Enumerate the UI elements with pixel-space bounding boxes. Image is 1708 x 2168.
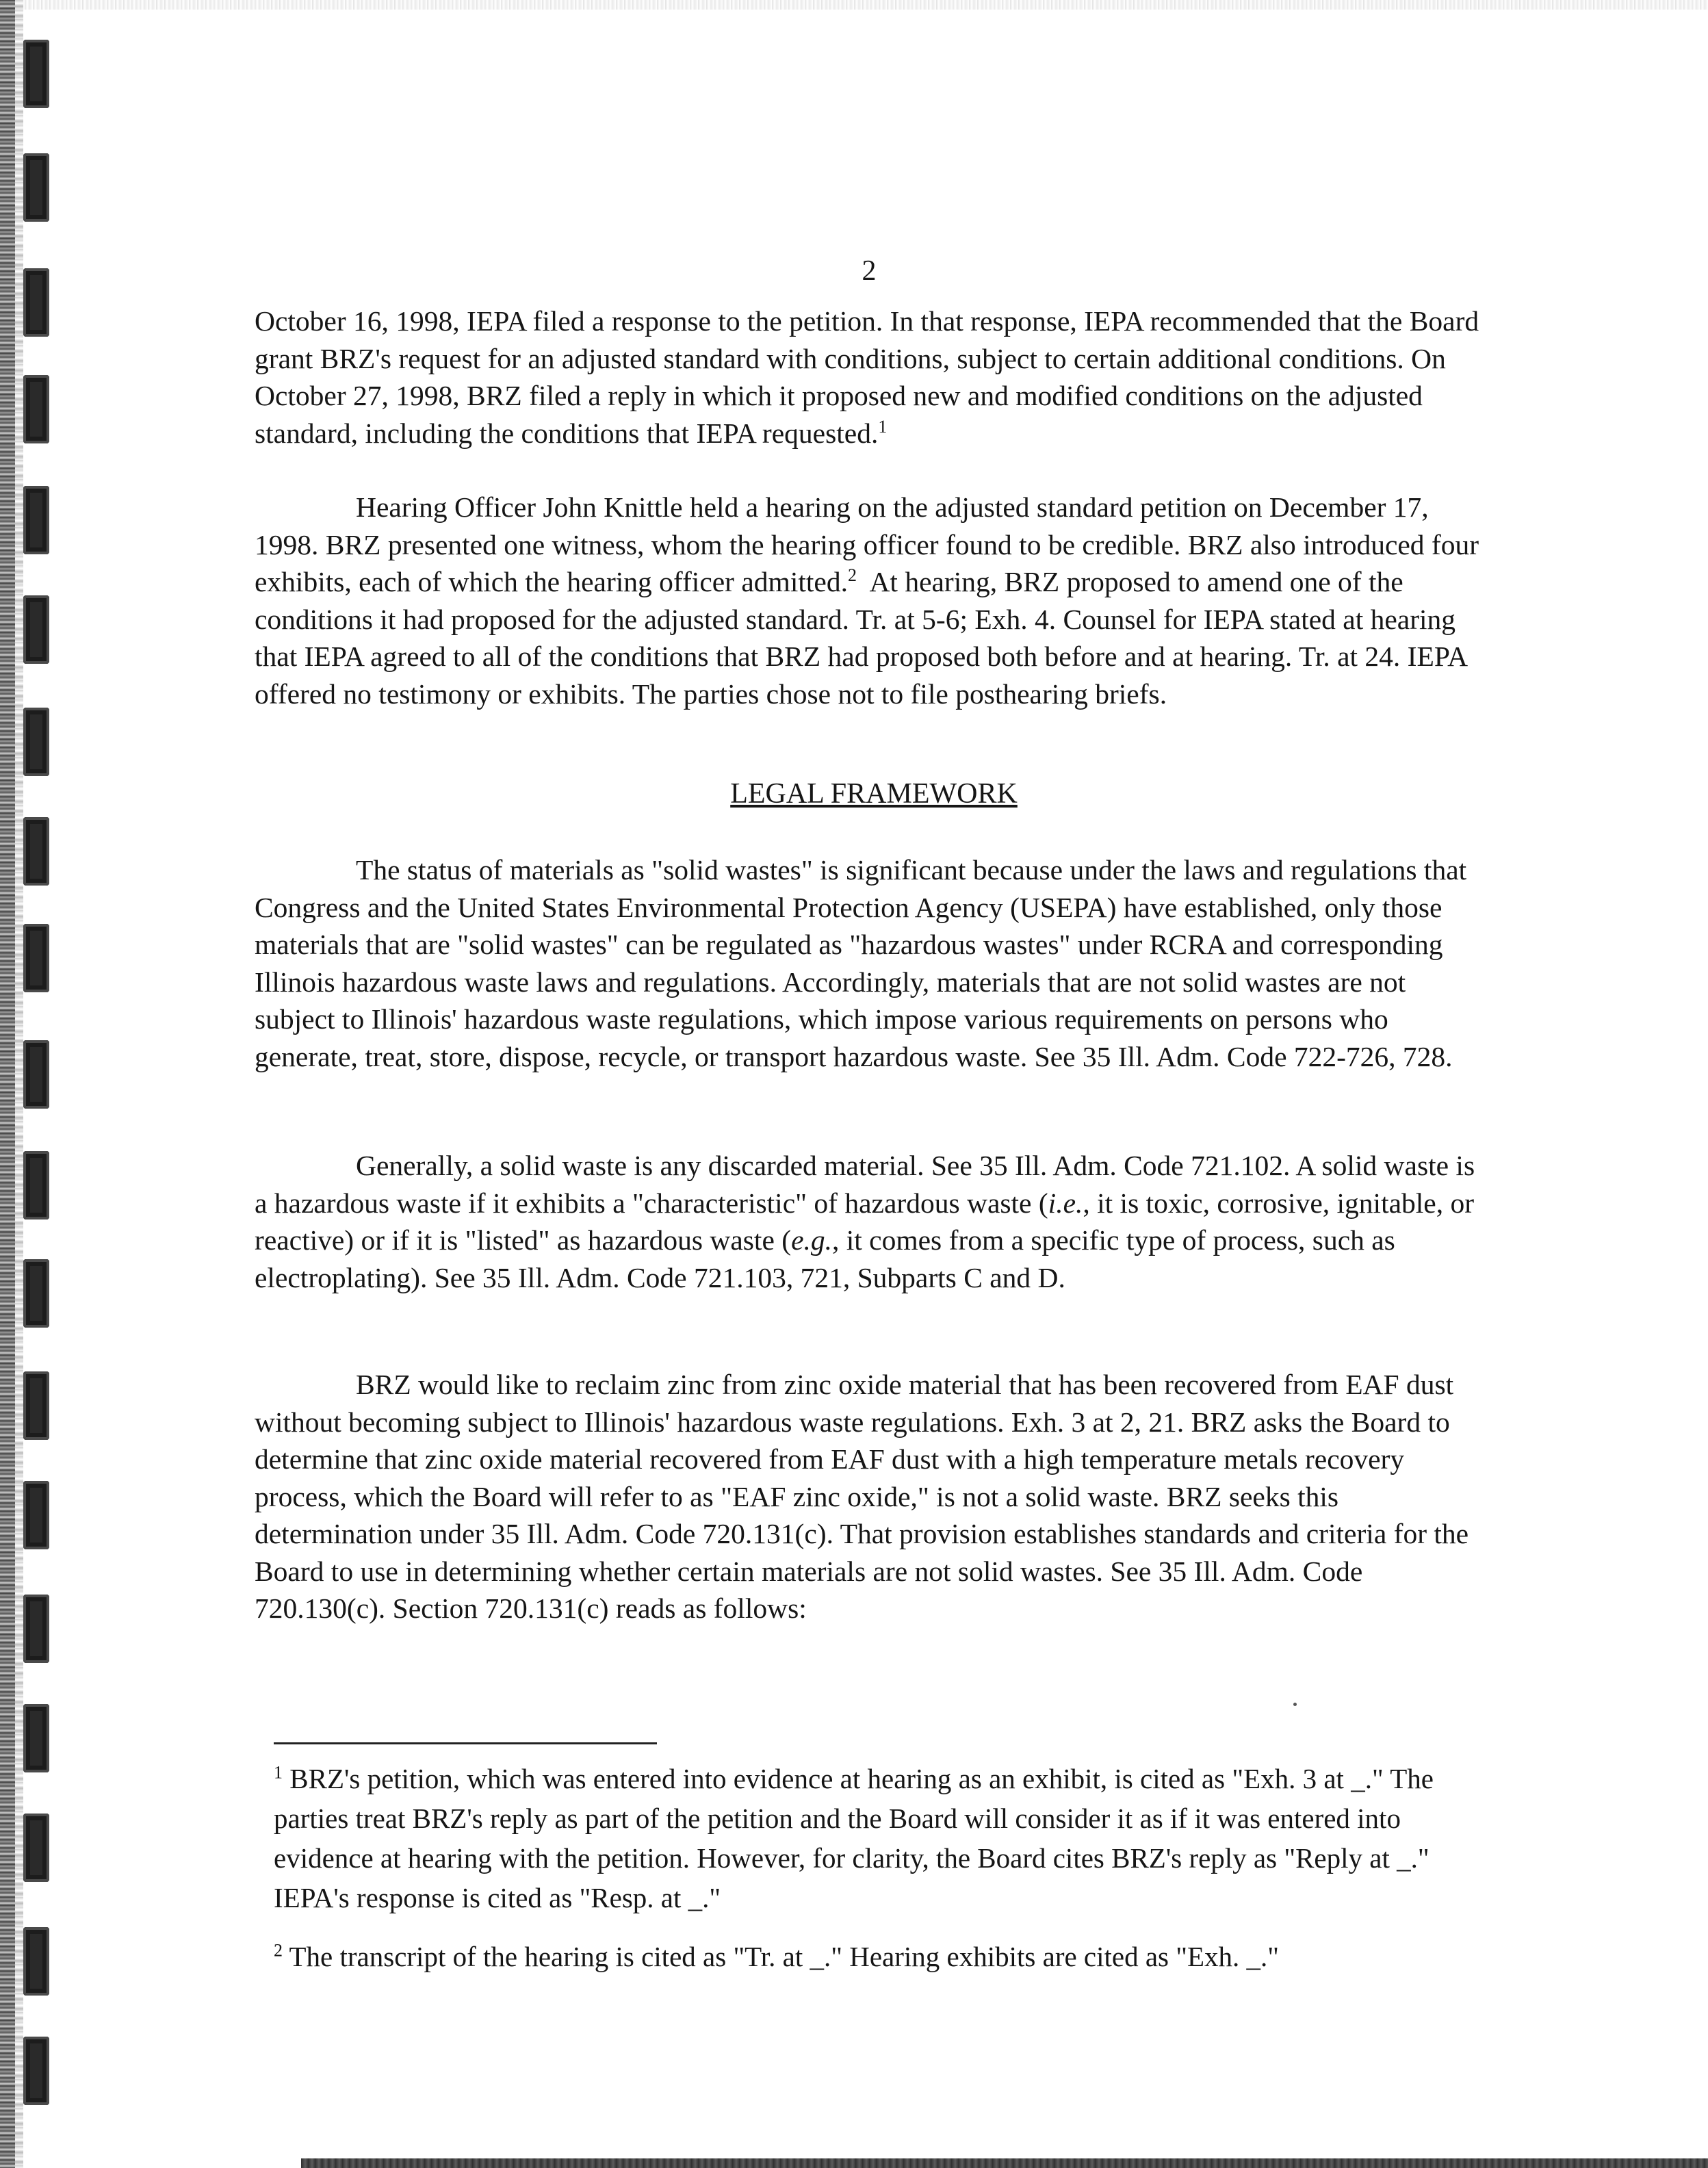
paragraph-text: , it comes from a specific type of process, such as electroplating). See 35 Ill. Adm. Code 721.103, 721, Subparts C and D. bbox=[255, 1224, 1395, 1293]
abbreviation-ie: i.e. bbox=[1048, 1187, 1083, 1219]
paragraph-procedural-history bbox=[255, 302, 1493, 452]
paragraph-text: Generally, a solid waste is any discarded material. See 35 Ill. Adm. Code 721.102. A solid waste is a hazardous waste if it exhibits a "characteristic" of hazardous waste ( bbox=[255, 1150, 1475, 1219]
abbreviation-eg: e.g. bbox=[791, 1224, 832, 1256]
binder-hole-mark bbox=[23, 1927, 49, 1996]
section-heading: LEGAL FRAMEWORK bbox=[730, 778, 1018, 810]
footnote-text: BRZ's petition, which was entered into evidence at hearing as an exhibit, is cited as "Exh. 3 at _." The parties treat BRZ's reply as part of the petition and the Board will consider it as if it was entered into evidence at hearing with the petition. However, for clarity, the Board cites BRZ's reply as "Reply at _." IEPA's response is cited as "Resp. at _." bbox=[274, 1763, 1434, 1913]
footnote-reference-2: 2 bbox=[847, 565, 857, 586]
binder-hole-mark bbox=[23, 1040, 49, 1109]
scan-left-edge bbox=[0, 0, 15, 2168]
binder-hole-mark bbox=[23, 1481, 49, 1549]
binder-hole-mark bbox=[23, 2037, 49, 2105]
binder-hole-mark bbox=[23, 1371, 49, 1440]
footnote-1 bbox=[274, 1759, 1505, 1918]
footnote-2 bbox=[274, 1937, 1505, 1976]
paragraph-text: , it is toxic, corrosive, ignitable, or reactive) or if it is "listed" as hazardous waste ( bbox=[255, 1187, 1475, 1256]
scan-bottom-edge bbox=[301, 2158, 1708, 2168]
footnote-reference-1: 1 bbox=[878, 416, 888, 437]
binder-hole-mark bbox=[23, 268, 49, 337]
scan-left-edge-shadow bbox=[15, 0, 23, 2168]
binder-hole-mark bbox=[23, 153, 49, 222]
footnote-mark: 1 bbox=[274, 1762, 283, 1783]
paragraph-text: At hearing, BRZ proposed to amend one of the conditions it had proposed for the adjusted standard. Tr. at 5-6; Exh. 4. Counsel for IEPA stated at hearing that IEPA agreed to all of the conditions that BRZ had proposed both before and at hearing. Tr. at 24. IEPA offered no testimony or exhibits. The parties chose not to file posthearing briefs. bbox=[255, 566, 1466, 710]
binder-hole-mark bbox=[23, 708, 49, 776]
binder-hole-mark bbox=[23, 817, 49, 886]
binder-hole-mark bbox=[23, 1151, 49, 1220]
paragraph-text: October 16, 1998, IEPA filed a response to the petition. In that response, IEPA recommended that the Board grant BRZ's request for an adjusted standard with conditions, subject to certain additional conditions. On October 27, 1998, BRZ filed a reply in which it proposed new and modified conditions on the adjusted standard, including the conditions that IEPA requested. bbox=[255, 305, 1479, 449]
footnote-mark: 2 bbox=[274, 1940, 283, 1961]
binder-hole-mark bbox=[23, 1814, 49, 1882]
paragraph-brz-request: BRZ would like to reclaim zinc from zinc oxide material that has been recovered from EAF dust without becoming subject to Illinois' hazardous waste regulations. Exh. 3 at 2, 21. BRZ asks the Board to determine that zinc oxide material recovered from EAF dust with a high temperature metals recovery process, which the Board will refer to as "EAF zinc oxide," is not a solid waste. BRZ seeks this determination under 35 Ill. Adm. Code 720.131(c). That provision establishes standards and criteria for the Board to use in determining whether certain materials are not solid wastes. See 35 Ill. Adm. Code 720.130(c). Section 720.131(c) reads as follows: bbox=[255, 1369, 1469, 1624]
scan-speck bbox=[1293, 1703, 1297, 1706]
binder-hole-mark bbox=[23, 595, 49, 664]
footnote-text: The transcript of the hearing is cited as "Tr. at _." Hearing exhibits are cited as "Exh. _." bbox=[289, 1941, 1280, 1972]
binder-hole-mark bbox=[23, 924, 49, 992]
footnote-separator bbox=[274, 1742, 657, 1744]
binder-hole-mark bbox=[23, 1704, 49, 1772]
scan-top-edge bbox=[0, 0, 1708, 10]
paragraph-text: Hearing Officer John Knittle held a hearing on the adjusted standard petition on December 17, 1998. BRZ presented one witness, whom the hearing officer found to be credible. BRZ also introduced four exhibits, each of which the hearing officer admitted. bbox=[255, 491, 1479, 597]
binder-hole-mark bbox=[23, 40, 49, 108]
paragraph-hearing bbox=[255, 489, 1493, 712]
paragraph-solid-waste-status: The status of materials as "solid wastes" is significant because under the laws and regulations that Congress and the United States Environmental Protection Agency (USEPA) have established, only those materials that are "solid wastes" can be regulated as "hazardous wastes" under RCRA and corresponding Illinois hazardous waste laws and regulations. Accordingly, materials that are not solid wastes are not subject to Illinois' hazardous waste regulations, which impose various requirements on persons who generate, treat, store, dispose, recycle, or transport hazardous waste. See 35 Ill. Adm. Code 722-726, 728. bbox=[255, 854, 1467, 1072]
binder-hole-mark bbox=[23, 1595, 49, 1663]
page-number: 2 bbox=[862, 255, 877, 287]
binder-hole-mark bbox=[23, 1259, 49, 1328]
binder-hole-mark bbox=[23, 486, 49, 554]
paragraph-solid-waste-definition bbox=[255, 1147, 1493, 1296]
binder-hole-mark bbox=[23, 375, 49, 443]
